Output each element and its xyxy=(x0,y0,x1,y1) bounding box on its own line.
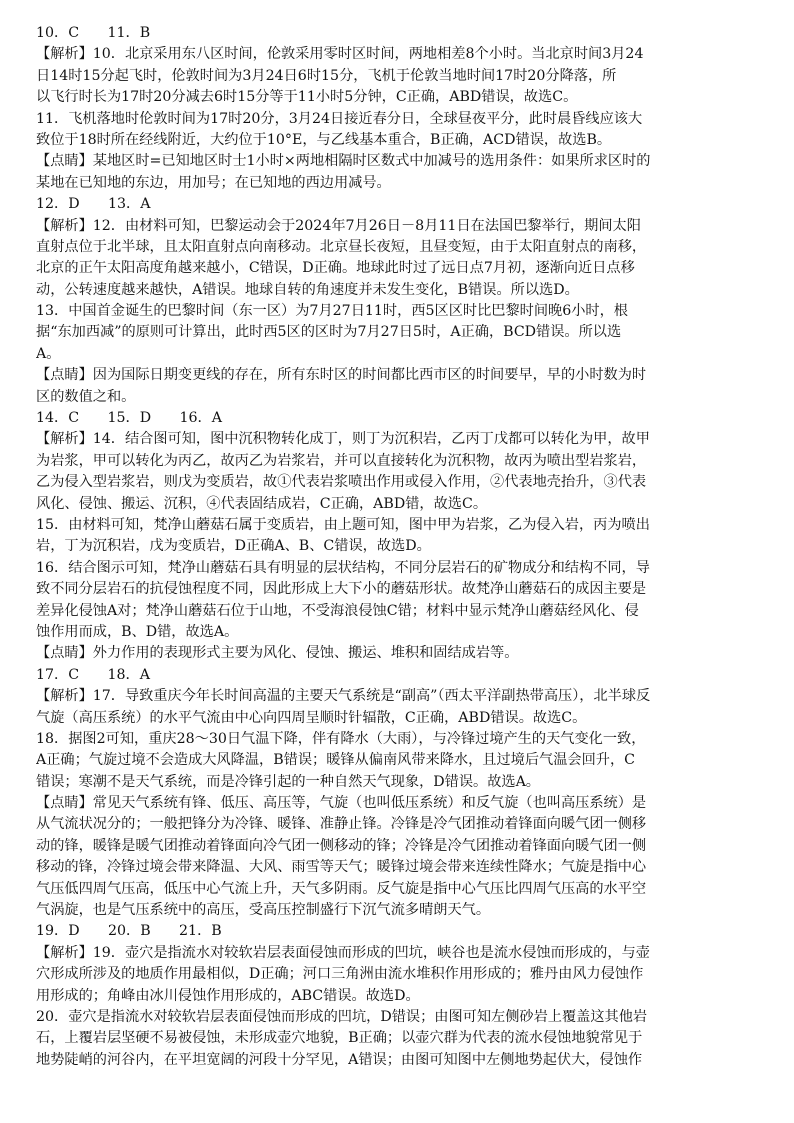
text-line: 乙为侵入型岩浆岩，则戊为变质岩，故①代表岩浆喷出作用或侵入作用，②代表地壳抬升，③代表 xyxy=(36,474,647,491)
text-line: 蚀作用而成，B、D错，故选A。 xyxy=(36,623,239,640)
text-line: 某地在已知地的东边，用加号；在已知地的西边用减号。 xyxy=(36,174,391,191)
text-line: 18．据图2可知，重庆28～30日气温下降，伴有降水（大雨），与冷锋过境产生的天气变化一致， xyxy=(36,730,646,747)
text-line: 致位于18时所在经线附近，大约位于10°E，与乙线基本重合，B正确，ACD错误，故选B。 xyxy=(36,131,612,148)
text-line: 错误；寒潮不是天气系统，而是冷锋引起的一种自然天气现象，D错误。故选A。 xyxy=(36,773,540,790)
text-line: 风化、侵蚀、搬运、沉积，④代表固结成岩，C正确，ABD错，故选C。 xyxy=(36,495,488,512)
text-line: 气涡旋，也是气压系统中的高压，受高压控制盛行下沉气流多晴朗天气。 xyxy=(36,902,491,919)
text-line: 差异化侵蚀A对；梵净山蘑菇石位于山地，不受海浪侵蚀C错；材料中显示梵净山蘑菇经风化、侵 xyxy=(36,602,639,619)
text-line: 【解析】17．导致重庆今年长时间高温的主要天气系统是“副高”（西太平洋副热带高压），北半球反 xyxy=(36,688,651,705)
text-line: 14．C 15．D 16．A xyxy=(36,410,222,427)
text-line: 为岩浆，甲可以转化为丙乙，故丙乙为岩浆岩，并可以直接转化为沉积物，故丙为喷出型岩浆岩， xyxy=(36,452,647,469)
text-line: 移动的锋，冷锋过境会带来降温、大风、雨雪等天气；暖锋过境会带来连续性降水；气旋是指中心 xyxy=(36,859,647,876)
text-line: 动的锋，暖锋是暖气团推动着锋面向冷气团一侧移动的锋；冷锋是冷气团推动着锋面向暖气团一侧 xyxy=(36,837,647,854)
text-line: 【点睛】因为国际日期变更线的存在，所有东时区的时间都比西市区的时间要早，早的小时数为时 xyxy=(36,367,647,384)
text-line: 17．C 18．A xyxy=(36,666,150,683)
text-line: 北京的正午太阳高度角越来越小，C错误，D正确。地球此时过了远日点7月初，逐渐向近日点移 xyxy=(36,260,635,277)
text-line: 气压低四周气压高，低压中心气流上升，天气多阴雨。反气旋是指中心气压比四周气压高的水平空 xyxy=(36,880,647,897)
text-line: 【解析】14．结合图可知，图中沉积物转化成丁，则丁为沉积岩，乙丙丁戊都可以转化为甲，故甲 xyxy=(36,431,650,448)
text-line: 区的数值之和。 xyxy=(36,388,136,405)
text-line: 气旋（高压系统）的水平气流由中心向四周呈顺时针辐散，C正确，ABD错误。故选C。 xyxy=(36,709,587,726)
text-line: 石，上覆岩层坚硬不易被侵蚀，未形成壶穴地貌，B正确；以壶穴群为代表的流水侵蚀地貌常见于 xyxy=(36,1030,643,1047)
text-line: 12．D 13．A xyxy=(36,196,151,213)
text-line: 13．中国首金诞生的巴黎时间（东一区）为7月27日11时，西5区区时比巴黎时间晚6小时，根 xyxy=(36,303,628,320)
text-line: 地势陡峭的河谷内，在平坦宽阔的河段十分罕见，A错误；由图可知图中左侧地势起伏大，侵蚀作 xyxy=(36,1051,643,1068)
text-line: 动，公转速度越来越快，A错误。地球自转的角速度并未发生变化，B错误。所以选D。 xyxy=(36,281,579,298)
text-line: 16．结合图示可知，梵净山蘑菇石具有明显的层状结构，不同分层岩石的矿物成分和结构不同，导 xyxy=(36,559,650,576)
text-line: 致不同分层岩石的抗侵蚀程度不同，因此形成上大下小的蘑菇形状。故梵净山蘑菇石的成因主要是 xyxy=(36,581,647,598)
text-line: 19．D 20．B 21．B xyxy=(36,923,222,940)
text-line: 15．由材料可知，梵净山蘑菇石属于变质岩，由上题可知，图中甲为岩浆，乙为侵入岩，丙为喷出 xyxy=(36,516,650,533)
text-line: 据“东加西减”的原则可计算出，此时西5区的区时为7月27日5时，A正确，BCD错误。所以选 xyxy=(36,324,622,341)
text-line: 20．壶穴是指流水对较软岩层表面侵蚀而形成的凹坑，D错误；由图可知左侧砂岩上覆盖这其他岩 xyxy=(36,1008,648,1025)
text-line: 【解析】19．壶穴是指流水对较软岩层表面侵蚀而形成的凹坑，峡谷也是流水侵蚀而形成的，与壶 xyxy=(36,944,650,961)
text-line: 【点睛】外力作用的表现形式主要为风化、侵蚀、搬运、堆积和固结成岩等。 xyxy=(36,645,519,662)
text-line: 岩，丁为沉积岩，戊为变质岩，D正确A、B、C错误，故选D。 xyxy=(36,538,431,555)
text-line: 穴形成所涉及的地质作用最相似，D正确；河口三角洲由流水堆积作用形成的；雅丹由风力侵蚀作 xyxy=(36,966,644,983)
text-line: A正确；气旋过境不会造成大风降温，B错误；暖锋从偏南风带来降水，且过境后气温会回升，C xyxy=(36,752,636,769)
text-line: 用形成的；角峰由冰川侵蚀作用形成的，ABC错误。故选D。 xyxy=(36,987,420,1004)
text-line: 10．C 11．B xyxy=(36,25,151,41)
text-line: A。 xyxy=(36,345,61,362)
text-line: 日14时15分起飞时，伦敦时间为3月24日6时15分，飞机于伦敦当地时间17时20分降落，所 xyxy=(36,67,617,84)
text-line: 【解析】12．由材料可知，巴黎运动会于2024年7月26日－8月11日在法国巴黎举行，期间太阳 xyxy=(36,217,641,234)
text-line: 【点睛】某地区时=已知地区时士1小时×两地相隔时区数式中加减号的选用条件：如果所求区时的 xyxy=(36,153,651,170)
text-line: 11．飞机落地时伦敦时间为17时20分，3月24日接近春分日，全球昼夜平分，此时晨昏线应该大 xyxy=(36,110,643,127)
text-line: 以飞行时长为17时20分减去6时15分等于11小时5分钟，C正确，ABD错误，故选C。 xyxy=(36,89,578,106)
text-line: 【解析】10．北京采用东八区时间，伦敦采用零时区时间，两地相差8个小时。当北京时间3月24 xyxy=(36,46,644,63)
text-line: 直射点位于北半球，且太阳直射点向南移动。北京昼长夜短，且昼变短，由于太阳直射点的南移， xyxy=(36,238,647,255)
text-line: 【点睛】常见天气系统有锋、低压、高压等，气旋（也叫低压系统）和反气旋（也叫高压系统）是 xyxy=(36,795,647,812)
text-line: 从气流状况分的；一般把锋分为冷锋、暖锋、准静止锋。冷锋是冷气团推动着锋面向暖气团一侧移 xyxy=(36,816,647,833)
